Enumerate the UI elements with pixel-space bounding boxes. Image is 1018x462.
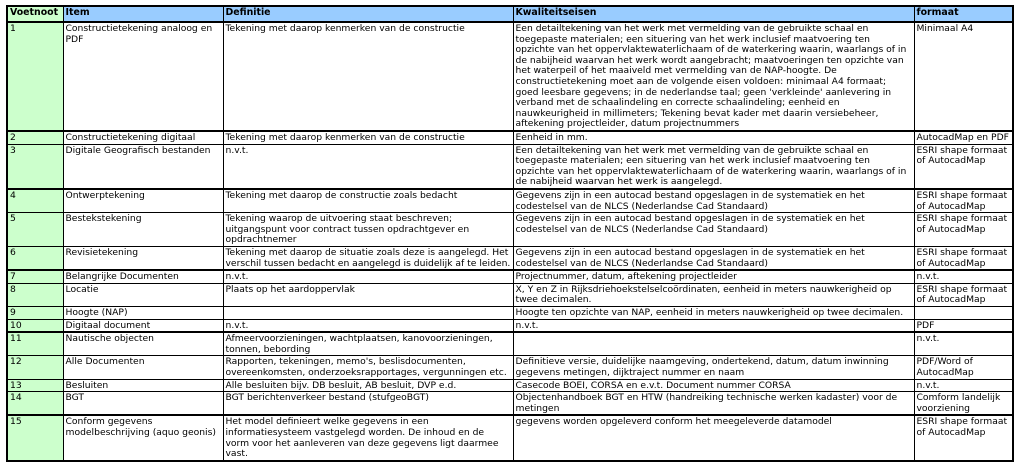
cell-formaat[interactable]: ESRI shape formaat of AutocadMap xyxy=(914,283,1013,306)
table-row[interactable] xyxy=(7,189,1013,213)
cell-kwaliteitseisen[interactable]: Eenheid in mm. xyxy=(513,131,914,144)
cell-definitie[interactable]: Tekening waarop de uitvoering staat beschreven; uitgangspunt voor contract tussen opdrachtgever en opdrachtnemer xyxy=(223,213,513,247)
table-body xyxy=(7,22,1013,461)
cell-definitie[interactable]: Tekening met daarop de constructie zoals bedacht xyxy=(223,189,513,213)
cell-definitie[interactable]: n.v.t. xyxy=(223,144,513,189)
cell-kwaliteitseisen[interactable]: Een detailtekening van het werk met vermelding van de gebruikte schaal en toegepaste materialen; een situering van het werk inclusief maatvoering ten opzichte van het oppervlaktewaterlichaam of de waterkering waarin, waarlangs of in de nabijheid waarvan het werk is aangelegd. xyxy=(513,144,914,189)
cell-formaat[interactable]: n.v.t. xyxy=(914,379,1013,392)
cell-kwaliteitseisen[interactable]: Gegevens zijn in een autocad bestand opgeslagen in de systematiek en het codestelsel van de NLCS (Nederlandse Cad Standaard) xyxy=(513,189,914,213)
cell-voetnoot[interactable]: 10 xyxy=(7,319,63,332)
table-row[interactable] xyxy=(7,306,1013,319)
cell-item[interactable]: Nautische objecten xyxy=(63,332,223,356)
cell-voetnoot[interactable]: 11 xyxy=(7,332,63,356)
cell-formaat[interactable]: ESRI shape formaat of AutocadMap xyxy=(914,247,1013,271)
table-row[interactable] xyxy=(7,247,1013,271)
cell-kwaliteitseisen[interactable]: Gegevens zijn in een autocad bestand opgeslagen in de systematiek en het codestelsel van de NLCS (Nederlandse Cad Standaard) xyxy=(513,213,914,247)
cell-kwaliteitseisen[interactable]: Definitieve versie, duidelijke naamgeving, ondertekend, datum, datum inwinning gegevens metingen, dijktraject nummer en naam xyxy=(513,356,914,379)
cell-item[interactable]: Bestekstekening xyxy=(63,213,223,247)
table-row[interactable] xyxy=(7,415,1013,460)
cell-item[interactable]: Digitaal document xyxy=(63,319,223,332)
cell-item[interactable]: Hoogte (NAP) xyxy=(63,306,223,319)
cell-item[interactable]: Digitale Geografisch bestanden xyxy=(63,144,223,189)
cell-formaat[interactable]: ESRI shape formaat of AutocadMap xyxy=(914,415,1013,460)
column-header-formaat[interactable]: formaat xyxy=(914,6,1013,22)
cell-voetnoot[interactable]: 5 xyxy=(7,213,63,247)
cell-item[interactable]: Belangrijke Documenten xyxy=(63,270,223,283)
cell-definitie[interactable]: Plaats op het aardoppervlak xyxy=(223,283,513,306)
cell-definitie[interactable]: Tekening met daarop de situatie zoals deze is aangelegd. Het verschil tussen bedacht en aangelegd is duidelijk af te leiden. xyxy=(223,247,513,271)
cell-kwaliteitseisen[interactable]: Projectnummer, datum, aftekening projectleider xyxy=(513,270,914,283)
cell-voetnoot[interactable]: 4 xyxy=(7,189,63,213)
table-row[interactable] xyxy=(7,131,1013,144)
cell-formaat[interactable]: PDF/Word of AutocadMap xyxy=(914,356,1013,379)
cell-definitie[interactable]: Tekening met daarop kenmerken van de constructie xyxy=(223,22,513,131)
cell-item[interactable]: Constructietekening analoog en PDF xyxy=(63,22,223,131)
cell-kwaliteitseisen[interactable]: Een detailtekening van het werk met vermelding van de gebruikte schaal en toegepaste materialen; een situering van het werk inclusief maatvoering ten opzichte van het oppervlaktewaterlichaam of de waterkering waarin, waarlangs of in de nabijheid waarvan het werk wordt aangebracht; maatvoeringen ten opzichte van het waterpeil of het maaiveld met vermelding van de NAP-hoogte. De constructietekening moet aan de volgende eisen voldoen: minimaal A4 formaat; goed leesbare gegevens; in de nederlandse taal; geen 'verkleinde' aanlevering in verband met de schaalindeling en correcte schaalindeling; eenheid en nauwkeurigheid in millimeters; Tekening bevat kader met daarin versiebeheer, aftekening projectleider, datum projectnummers xyxy=(513,22,914,131)
table-row[interactable] xyxy=(7,270,1013,283)
cell-item[interactable]: Conform gegevens modelbeschrijving (aquo geonis) xyxy=(63,415,223,460)
cell-definitie[interactable]: Tekening met daarop kenmerken van de constructie xyxy=(223,131,513,144)
cell-formaat[interactable]: Minimaal A4 xyxy=(914,22,1013,131)
cell-definitie[interactable]: Afmeervoorzieningen, wachtplaatsen, kanovoorzieningen, tonnen, bebording xyxy=(223,332,513,356)
cell-definitie[interactable]: n.v.t. xyxy=(223,270,513,283)
cell-voetnoot[interactable]: 8 xyxy=(7,283,63,306)
cell-voetnoot[interactable]: 6 xyxy=(7,247,63,271)
cell-kwaliteitseisen[interactable]: Objectenhandboek BGT en HTW (handreiking technische werken kadaster) voor de metingen xyxy=(513,392,914,416)
cell-voetnoot[interactable]: 2 xyxy=(7,131,63,144)
table-row[interactable] xyxy=(7,379,1013,392)
table-row[interactable] xyxy=(7,332,1013,356)
cell-definitie[interactable]: Het model definieert welke gegevens in een informatiesysteem vastgelegd worden. De inhoud en de vorm voor het aanleveren van deze gegevens ligt daarmee vast. xyxy=(223,415,513,460)
cell-kwaliteitseisen[interactable]: X, Y en Z in Rijksdriehoekstelselcoördinaten, eenheid in meters nauwkerigheid op twee decimalen. xyxy=(513,283,914,306)
header-row xyxy=(7,6,1013,22)
cell-kwaliteitseisen[interactable]: Gegevens zijn in een autocad bestand opgeslagen in de systematiek en het codestelsel van de NLCS (Nederlandse Cad Standaard) xyxy=(513,247,914,271)
cell-voetnoot[interactable]: 1 xyxy=(7,22,63,131)
cell-item[interactable]: Constructietekening digitaal xyxy=(63,131,223,144)
column-header-item[interactable]: Item xyxy=(63,6,223,22)
cell-formaat[interactable]: AutocadMap en PDF xyxy=(914,131,1013,144)
cell-formaat[interactable]: ESRI shape formaat of AutocadMap xyxy=(914,213,1013,247)
cell-item[interactable]: BGT xyxy=(63,392,223,416)
cell-definitie[interactable]: Rapporten, tekeningen, memo's, beslisdocumenten, overeenkomsten, onderzoeksrapportages, vergunningen etc. xyxy=(223,356,513,379)
cell-kwaliteitseisen[interactable]: Hoogte ten opzichte van NAP, eenheid in meters nauwkerigheid op twee decimalen. xyxy=(513,306,914,319)
cell-formaat[interactable]: PDF xyxy=(914,319,1013,332)
cell-voetnoot[interactable]: 14 xyxy=(7,392,63,416)
cell-formaat[interactable]: n.v.t. xyxy=(914,332,1013,356)
cell-item[interactable]: Ontwerptekening xyxy=(63,189,223,213)
cell-formaat[interactable]: Comform landelijk voorziening xyxy=(914,392,1013,416)
table-row[interactable] xyxy=(7,144,1013,189)
table-row[interactable] xyxy=(7,213,1013,247)
table-row[interactable] xyxy=(7,392,1013,416)
cell-formaat[interactable]: ESRI shape formaat of AutocadMap xyxy=(914,189,1013,213)
cell-voetnoot[interactable]: 13 xyxy=(7,379,63,392)
cell-kwaliteitseisen[interactable] xyxy=(513,332,914,356)
cell-definitie[interactable]: n.v.t. xyxy=(223,319,513,332)
cell-definitie[interactable]: Alle besluiten bijv. DB besluit, AB besluit, DVP e.d. xyxy=(223,379,513,392)
column-header-voetnoot[interactable]: Voetnoot xyxy=(7,6,63,22)
table-row[interactable] xyxy=(7,356,1013,379)
table-row[interactable] xyxy=(7,283,1013,306)
cell-voetnoot[interactable]: 12 xyxy=(7,356,63,379)
cell-voetnoot[interactable]: 3 xyxy=(7,144,63,189)
cell-item[interactable]: Locatie xyxy=(63,283,223,306)
table-row[interactable] xyxy=(7,319,1013,332)
requirements-table xyxy=(6,5,1014,462)
cell-formaat[interactable]: ESRI shape formaat of AutocadMap xyxy=(914,144,1013,189)
cell-definitie[interactable] xyxy=(223,306,513,319)
table-row[interactable] xyxy=(7,22,1013,131)
cell-kwaliteitseisen[interactable]: Casecode BOEI, CORSA en e.v.t. Document nummer CORSA xyxy=(513,379,914,392)
column-header-kwaliteitseisen[interactable]: Kwaliteitseisen xyxy=(513,6,914,22)
cell-voetnoot[interactable]: 7 xyxy=(7,270,63,283)
column-header-definitie[interactable]: Definitie xyxy=(223,6,513,22)
cell-item[interactable]: Revisietekening xyxy=(63,247,223,271)
table-header xyxy=(7,6,1013,22)
cell-item[interactable]: Besluiten xyxy=(63,379,223,392)
cell-item[interactable]: Alle Documenten xyxy=(63,356,223,379)
cell-kwaliteitseisen[interactable]: n.v.t. xyxy=(513,319,914,332)
cell-formaat[interactable] xyxy=(914,306,1013,319)
cell-formaat[interactable]: n.v.t. xyxy=(914,270,1013,283)
cell-kwaliteitseisen[interactable]: gegevens worden opgeleverd conform het meegeleverde datamodel xyxy=(513,415,914,460)
cell-definitie[interactable]: BGT berichtenverkeer bestand (stufgeoBGT) xyxy=(223,392,513,416)
cell-voetnoot[interactable]: 9 xyxy=(7,306,63,319)
cell-voetnoot[interactable]: 15 xyxy=(7,415,63,460)
